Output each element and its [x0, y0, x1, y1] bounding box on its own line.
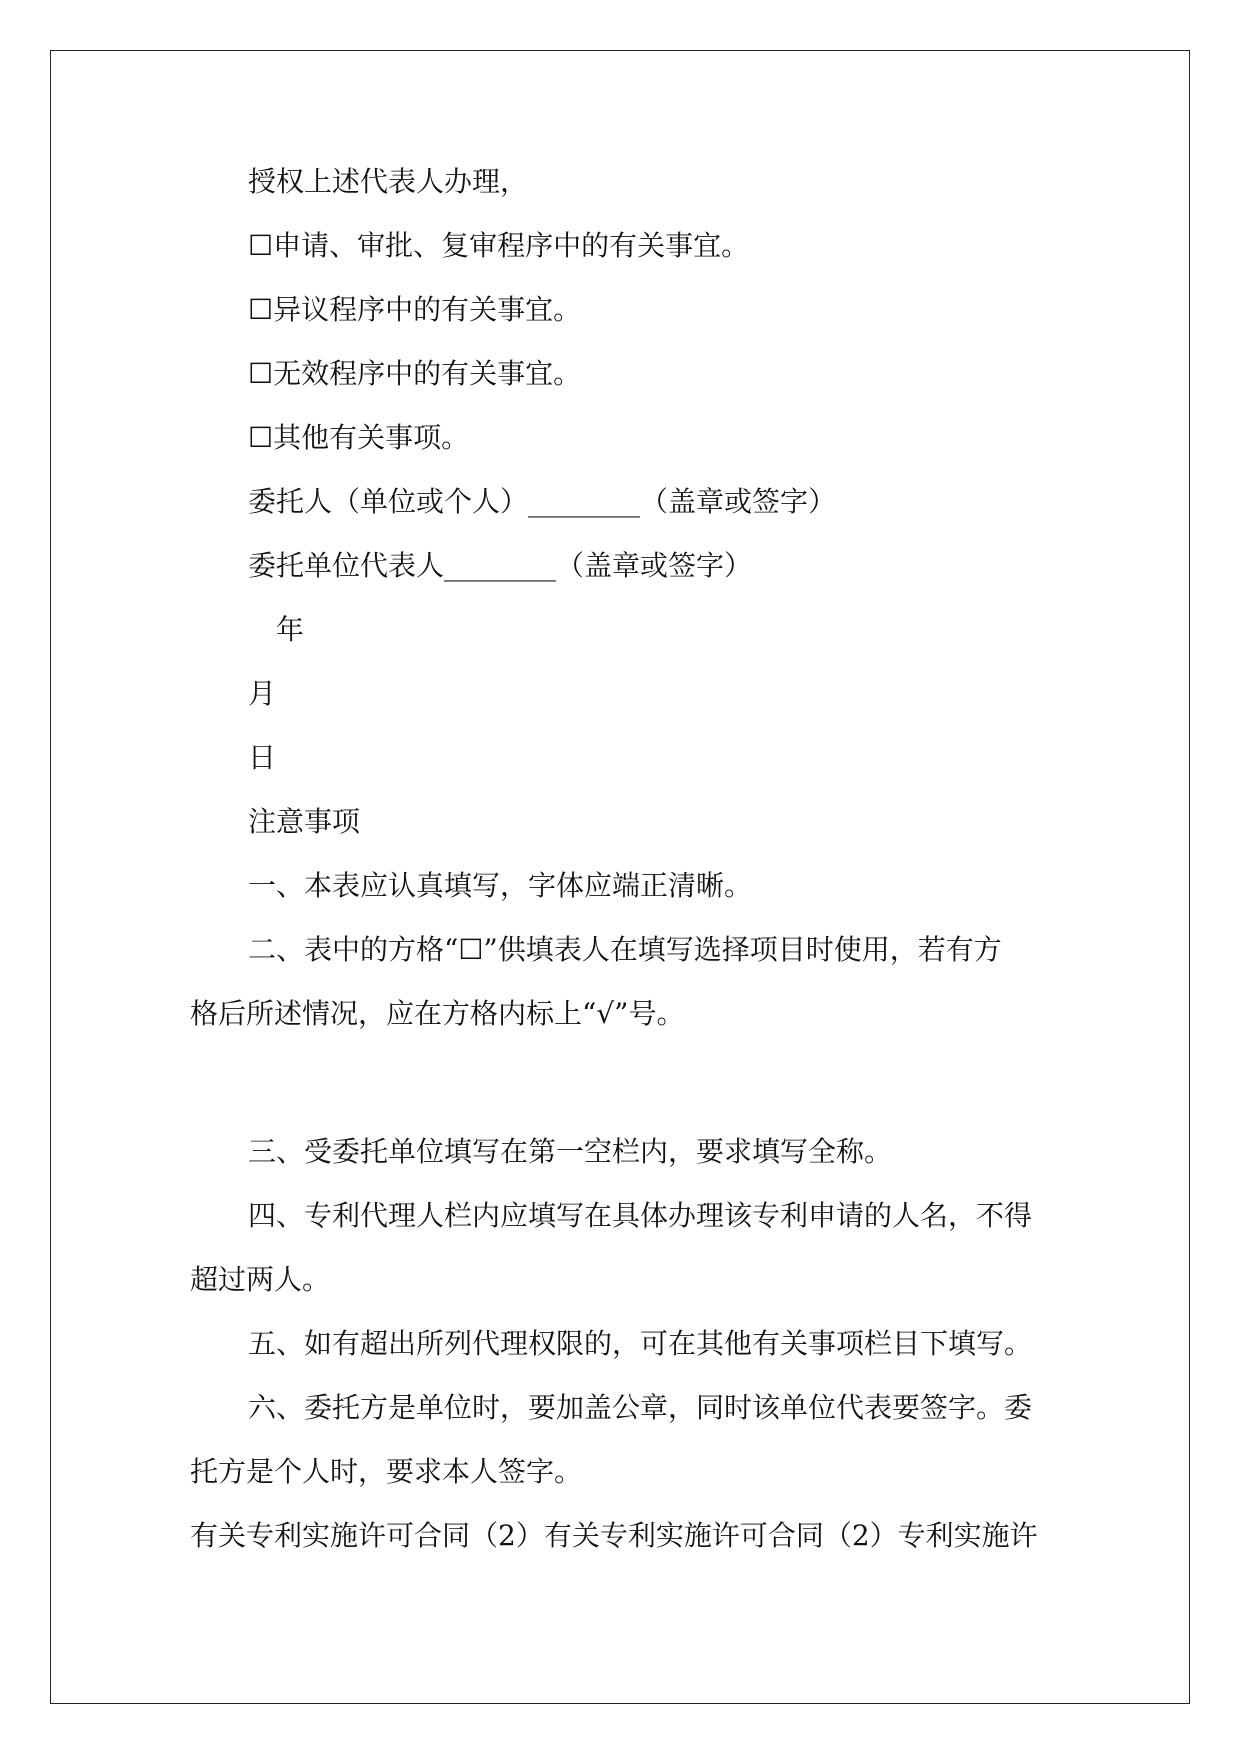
footer-title-line: 有关专利实施许可合同（2）有关专利实施许可合同（2）专利实施许 [190, 1519, 1038, 1552]
checkbox-item-other: ☐其他有关事项。 [248, 421, 470, 454]
checkbox-item-opposition: ☐异议程序中的有关事宜。 [248, 293, 582, 326]
note-4-line-1: 四、专利代理人栏内应填写在具体办理该专利申请的人名，不得 [248, 1199, 1033, 1232]
representative-signature-line: 委托单位代表人________（盖章或签字） [248, 549, 753, 582]
note-6-line-2: 托方是个人时，要求本人签字。 [190, 1455, 583, 1488]
date-month: 月 [248, 677, 277, 710]
date-year: 年 [276, 613, 305, 646]
checkbox-item-application: ☐申请、审批、复审程序中的有关事宜。 [248, 229, 750, 262]
note-5: 五、如有超出所列代理权限的，可在其他有关事项栏目下填写。 [248, 1327, 1033, 1360]
note-1: 一、本表应认真填写，字体应端正清晰。 [248, 869, 753, 902]
note-2-line-2: 格后所述情况，应在方格内标上“√”号。 [190, 997, 685, 1030]
note-3: 三、受委托单位填写在第一空栏内，要求填写全称。 [248, 1135, 893, 1168]
note-2-line-1: 二、表中的方格“☐”供填表人在填写选择项目时使用，若有方 [248, 933, 1002, 966]
notes-heading: 注意事项 [248, 805, 361, 838]
checkbox-item-invalidation: ☐无效程序中的有关事宜。 [248, 357, 582, 390]
date-day: 日 [248, 741, 277, 774]
note-6-line-1: 六、委托方是单位时，要加盖公章，同时该单位代表要签字。委 [248, 1391, 1033, 1424]
authorization-intro: 授权上述代表人办理， [248, 165, 529, 198]
principal-signature-line: 委托人（单位或个人）________（盖章或签字） [248, 485, 837, 518]
note-4-line-2: 超过两人。 [190, 1263, 331, 1296]
